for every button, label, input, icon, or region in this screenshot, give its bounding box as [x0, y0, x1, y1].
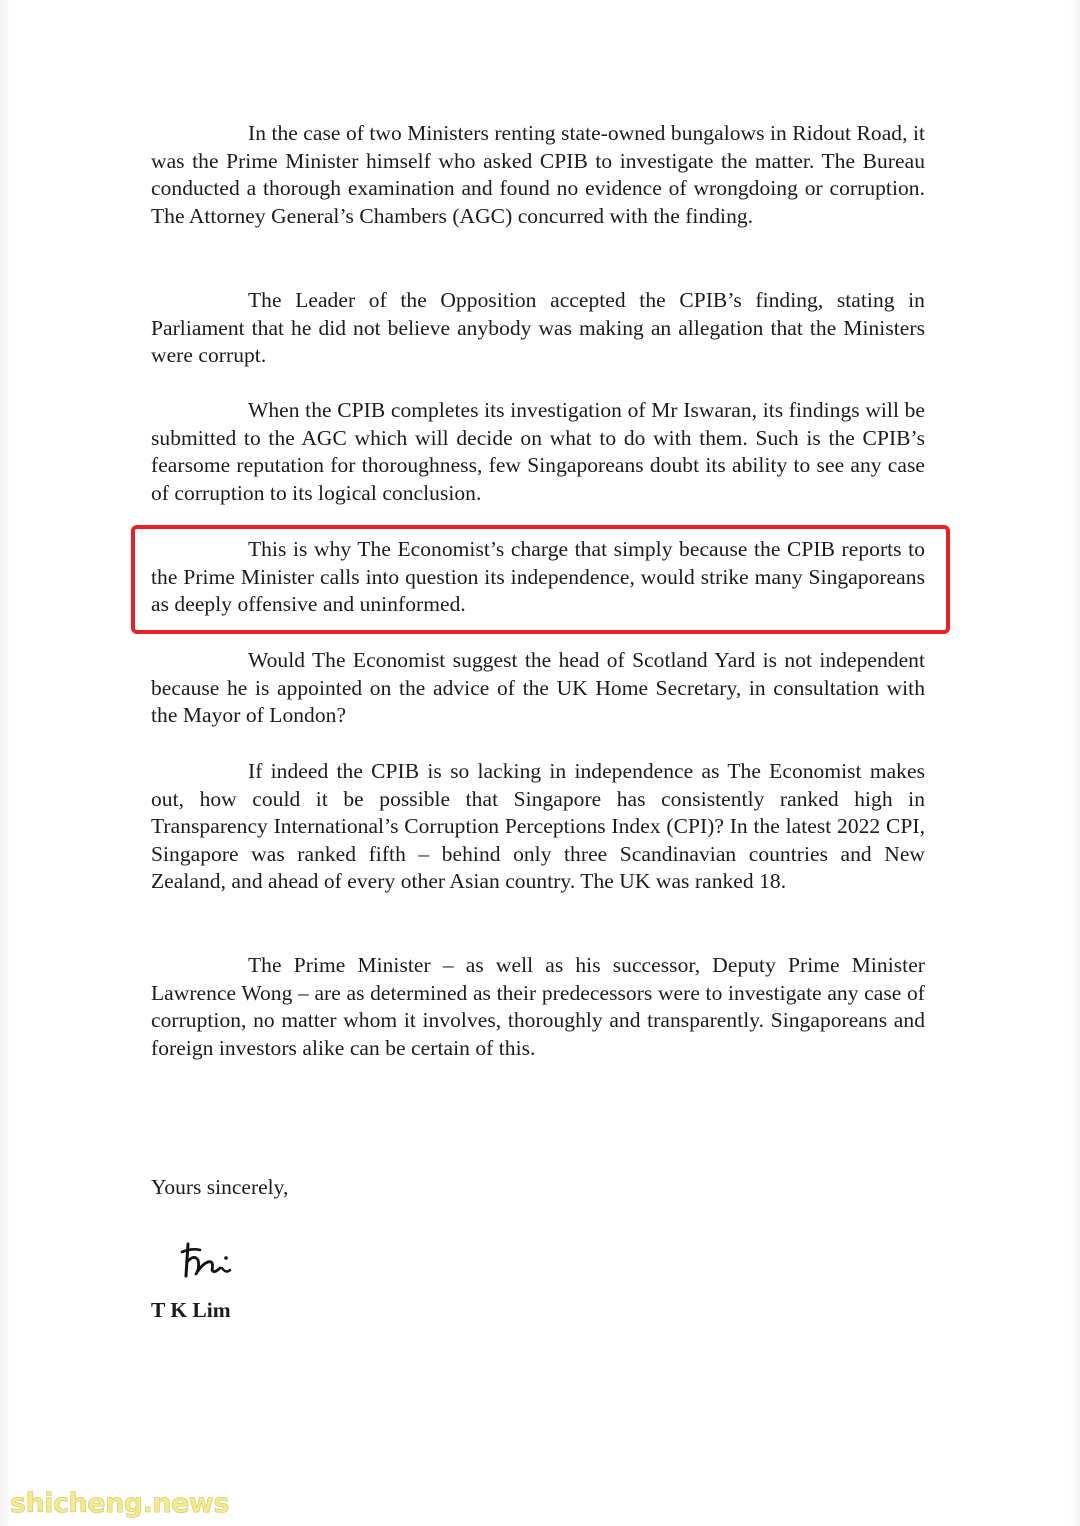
paragraph-ridout-road: In the case of two Ministers renting state-owned bungalows in Ridout Road, it was the Prime Minister himself who asked CPIB to investigate the matter. The Bureau conducted a thorough examination and found no evidence of wrongdoing or corruption. The Attorney General’s Chambers (AGC) concurred with the finding. [151, 121, 925, 228]
handwritten-signature [178, 1238, 238, 1283]
paragraph-highlighted-economist-charge: This is why The Economist’s charge that simply because the CPIB reports to the Prime Minister calls into question its independence, would strike many Singaporeans as deeply offensive and uninformed. [151, 537, 925, 617]
signer-name: T K Lim [151, 1298, 231, 1322]
paragraph-prime-minister-determination: The Prime Minister – as well as his successor, Deputy Prime Minister Lawrence Wong – are as determined as their predecessors were to investigate any case of corruption, no matter whom it involves, thoroughly and transparently. Singaporeans and foreign investors alike can be certain of this. [151, 953, 925, 1060]
closing-salutation: Yours sincerely, [151, 1175, 289, 1199]
paragraph-cpi-ranking: If indeed the CPIB is so lacking in independence as The Economist makes out, how could it be possible that Singapore has consistently ranked high in Transparency International’s Corruption Perceptions Index (CPI)? In the latest 2022 CPI, Singapore was ranked fifth – behind only three Scandinavian countries and New Zealand, and ahead of every other Asian country. The UK was ranked 18. [151, 759, 925, 894]
site-watermark: shicheng.news [10, 1488, 229, 1519]
paragraph-opposition-leader: The Leader of the Opposition accepted the CPIB’s finding, stating in Parliament that he did not believe anybody was making an allegation that the Ministers were corrupt. [151, 288, 925, 368]
paragraph-scotland-yard: Would The Economist suggest the head of Scotland Yard is not independent because he is appointed on the advice of the UK Home Secretary, in consultation with the Mayor of London? [151, 648, 925, 728]
paragraph-iswaran-investigation: When the CPIB completes its investigation of Mr Iswaran, its findings will be submitted to the AGC which will decide on what to do with them. Such is the CPIB’s fearsome reputation for thoroughness, few Singaporeans doubt its ability to see any case of corruption to its logical conclusion. [151, 398, 925, 505]
